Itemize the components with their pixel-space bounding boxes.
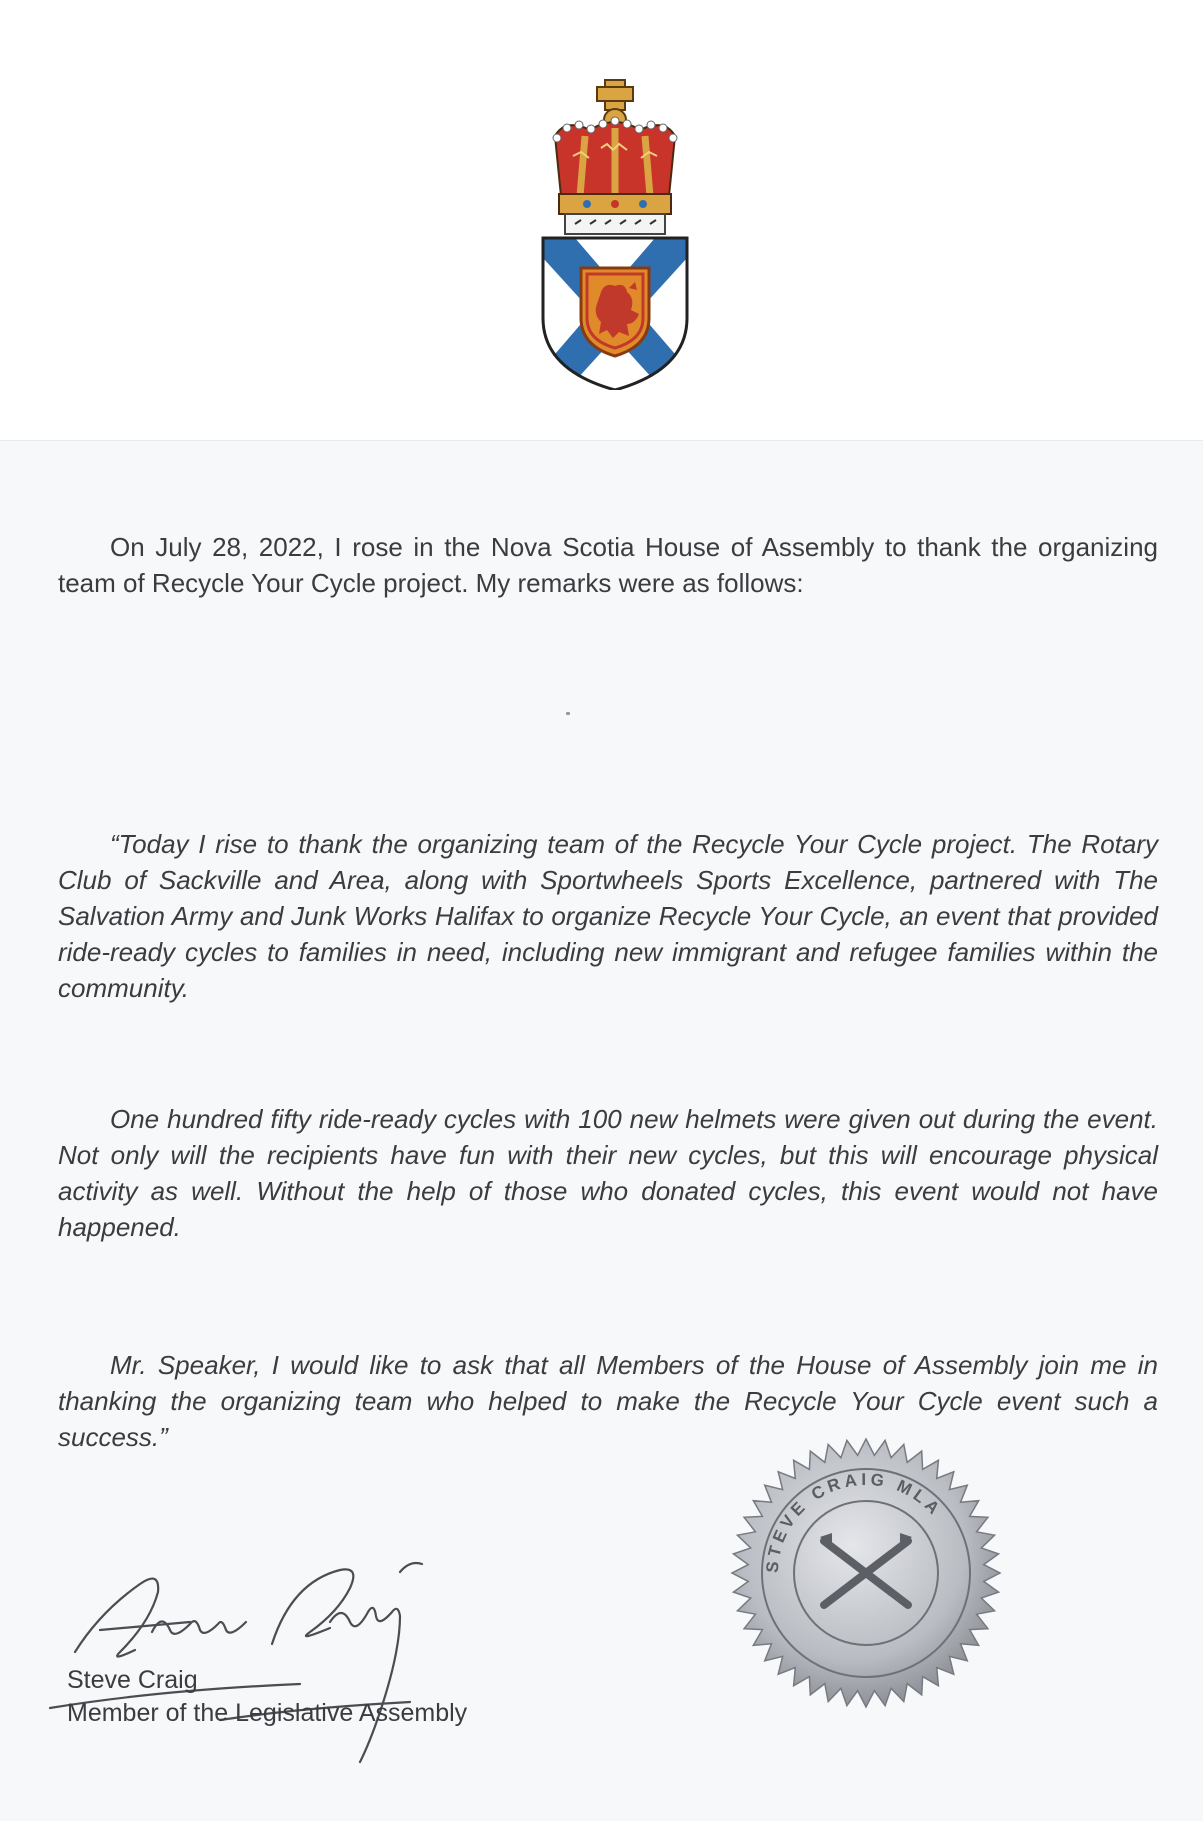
stray-mark [566,712,570,715]
intro-paragraph: On July 28, 2022, I rose in the Nova Scotia House of Assembly to thank the organizing team of Recycle Your Cycle project. My remarks were as follows: [58,532,1158,598]
remarks-paragraph-2: One hundred fifty ride-ready cycles with 100 new helmets were given out during the event. Not only will the recipients have fun with their new cycles, but this will encourage physical activity as well. Without the help of those who donated cycles, this event would not have happened. [58,1104,1158,1242]
svg-text:STEVE CRAIG MLA: STEVE CRAIG MLA [762,1469,946,1574]
signer-title: Member of the Legislative Assembly [67,1699,468,1727]
embossed-seal-icon [728,1435,1004,1711]
remarks-paragraph-3: Mr. Speaker, I would like to ask that all Members of the House of Assembly join me in thanking the organizing team who helped to make the Recycle Your Cycle event such a success.” [58,1350,1158,1452]
remarks-paragraph-1: “Today I rise to thank the organizing team of the Recycle Your Cycle project. The Rotary Club of Sackville and Area, along with Sportwheels Sports Excellence, partnered with The Salvation Army and Junk Works Halifax to organize Recycle Your Cycle, an event that provided ride-ready cycles to families in need, including new immigrant and refugee families within the community. [58,829,1158,1003]
letterhead [0,0,1203,440]
nova-scotia-crest-icon [535,78,695,390]
signer-name: Steve Craig [67,1666,198,1694]
handwritten-signature [40,1512,540,1772]
